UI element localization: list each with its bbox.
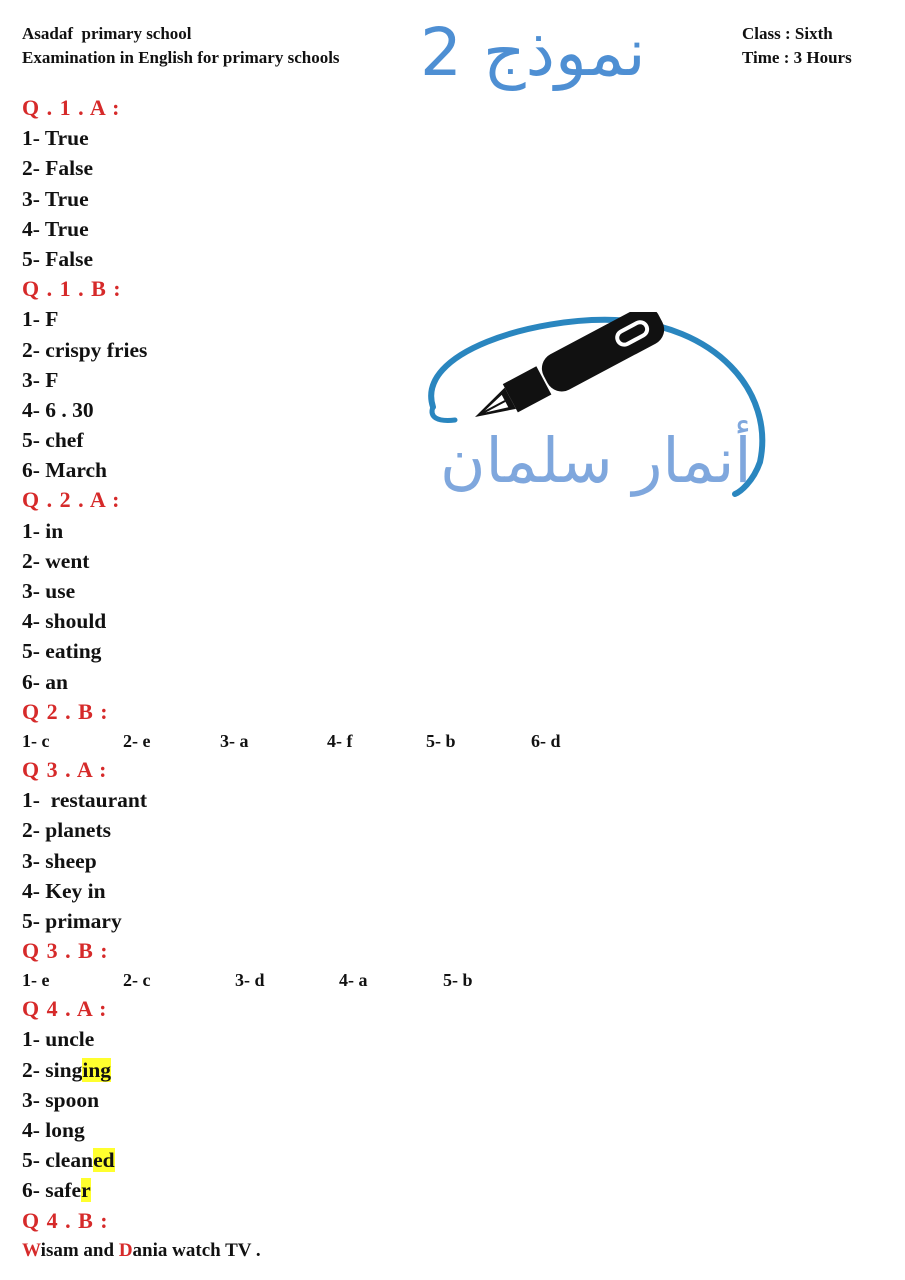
matching-row-q2b (22, 727, 882, 755)
match-item: 4- a (339, 970, 368, 991)
answer-item: 4- should (22, 609, 107, 634)
answer-item: 1- restaurant (22, 788, 148, 813)
match-item: 4- f (327, 730, 353, 751)
answer-item: 3- F (22, 367, 59, 392)
answer-item: 2- went (22, 548, 90, 573)
match-item: 1- c (22, 730, 50, 751)
section-title-q2b: Q 2 . B : (22, 698, 109, 724)
header-left (22, 22, 340, 70)
match-item: 1- e (22, 970, 50, 991)
section-title-q4b: Q 4 . B : (22, 1207, 109, 1233)
answer-key (22, 93, 882, 1266)
match-item: 5- b (443, 970, 473, 991)
matching-row-q3b (22, 966, 882, 994)
suffix-highlight: ing (82, 1057, 112, 1082)
answer-item: 2- False (22, 156, 94, 181)
answer-item: 1- uncle (22, 1027, 95, 1052)
answer-item: 6- safer (22, 1178, 91, 1203)
answer-item: 5- primary (22, 908, 122, 933)
answer-item: 2- singing (22, 1057, 112, 1082)
answer-item: 1- True (22, 126, 89, 151)
answer-item: 4- 6 . 30 (22, 397, 94, 422)
time-label: Time : 3 Hours (742, 48, 852, 67)
section-title-q1a: Q . 1 . A : (22, 95, 121, 120)
answer-item: 4- long (22, 1118, 85, 1142)
answer-item: 4- True (22, 216, 89, 241)
match-item: 2- e (123, 730, 151, 751)
answer-item: 5- False (22, 246, 94, 271)
answer-item: 3- sheep (22, 848, 97, 873)
match-item: 3- d (235, 970, 265, 991)
answer-item: 4- Key in (22, 878, 106, 903)
answer-item: 1- in (22, 518, 64, 543)
answer-item: 3- use (22, 579, 76, 603)
answer-item: 3- spoon (22, 1087, 100, 1112)
answer-item: 5- eating (22, 639, 102, 664)
section-title-q2a: Q . 2 . A : (22, 487, 121, 513)
suffix-highlight: r (81, 1178, 91, 1203)
match-item: 6- d (531, 730, 561, 751)
answer-item: 2- planets (22, 818, 111, 843)
answer-item: 3- True (22, 186, 89, 211)
answer-item: 6- March (22, 458, 107, 483)
answer-item: 5- cleaned (22, 1148, 115, 1173)
match-item: 3- a (220, 730, 249, 751)
school-name: Asadaf primary school (22, 24, 192, 43)
match-item: 5- b (426, 730, 456, 751)
answer-item: 1- F (22, 307, 59, 332)
class-label: Class : Sixth (742, 24, 833, 43)
exam-title: Examination in English for primary schools (22, 48, 340, 67)
section-title-q4a: Q 4 . A : (22, 996, 108, 1022)
section-title-q3a: Q 3 . A : (22, 756, 108, 782)
answer-item: 5- chef (22, 428, 84, 453)
logo-name: أنمار سلمان (440, 424, 752, 497)
answer-sentence: Wisam and Dania watch TV . (22, 1239, 261, 1261)
section-title-q1b: Q . 1 . B : (22, 276, 122, 302)
model-title: نموذج 2 (420, 14, 646, 91)
section-title-q3b: Q 3 . B : (22, 938, 109, 964)
answer-item: 6- an (22, 669, 68, 694)
header-right (742, 22, 852, 70)
suffix-highlight: ed (93, 1148, 115, 1173)
match-item: 2- c (123, 970, 151, 991)
answer-item: 2- crispy fries (22, 337, 148, 362)
